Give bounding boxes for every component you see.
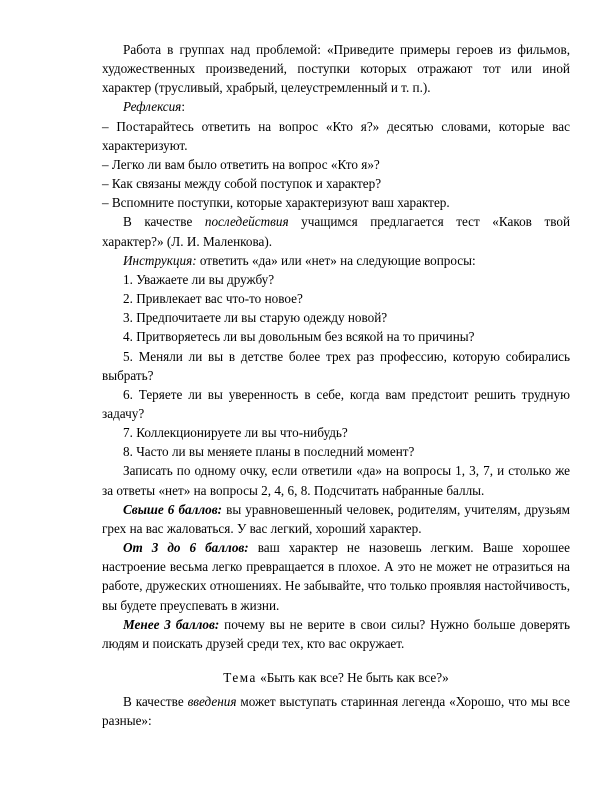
aftereffect-paragraph: [102, 212, 570, 250]
test-item: 2. Привлекает вас что-то новое?: [123, 291, 303, 307]
scoring-paragraph: Записать по одному очку, если ответили «да» на вопросы 1, 3, 7, и столько же за ответы «нет» на вопросы 2, 4, 6, 8. Подсчитать набранные баллы.: [102, 463, 570, 498]
test-item: 8. Часто ли вы меняете планы в последний момент?: [123, 444, 415, 460]
result-under-3: [102, 615, 570, 653]
result-under-3-label: Менее 3 баллов:: [123, 616, 220, 632]
test-item: 1. Уважаете ли вы дружбу?: [123, 271, 275, 287]
test-item: 5. Меняли ли вы в детстве более трех раз профессию, которую собирались выбрать?: [102, 348, 570, 383]
test-item: 7. Коллекционируете ли вы что-нибудь?: [123, 425, 348, 441]
question-2: – Легко ли вам было ответить на вопрос «Кто я»?: [102, 156, 380, 172]
instruction-text: ответить «да» или «нет» на следующие вопросы:: [196, 252, 476, 268]
aftereffect-pre: В качестве: [123, 214, 205, 230]
question-3: – Как связаны между собой поступок и характер?: [102, 176, 382, 192]
group-work-paragraph: Работа в группах над проблемой: «Приведите примеры героев из фильмов, художественных произведений, поступки которых отражают тот или иной характер (трусливый, храбрый, целеустремленный и т. п.).: [102, 42, 570, 96]
intro-post: может выступать старинная легенда «Хорошо, что мы все разные»:: [102, 694, 570, 729]
result-3-to-6-label: От 3 до 6 баллов:: [123, 540, 249, 556]
reflexia-label: Рефлексия: [123, 99, 182, 115]
result-under-3-text: почему вы не верите в свои силы? Нужно больше доверять людям и поискать друзей среди тех, кто вас окружает.: [102, 616, 570, 651]
instruction-label: Инструкция:: [123, 252, 197, 268]
test-item: 4. Притворяетесь ли вы довольным без всякой на то причины?: [123, 329, 475, 345]
intro-pre: В качестве: [123, 694, 188, 710]
question-4: – Вспомните поступки, которые характеризуют ваш характер.: [102, 195, 450, 211]
aftereffect-post: учащимся предлагается тест «Каков твой характер?» (Л. И. Маленкова).: [102, 214, 570, 249]
result-over-6: [102, 500, 570, 538]
result-3-to-6-text: ваш характер не назовешь легким. Ваше хорошее настроение весьма легко превращается в плохое. А это не может не отразиться на работе, дружеских отношениях. Не забывайте, что только проявляя настойчивость, вы будете преуспевать в жизни.: [102, 540, 570, 613]
aftereffect-label: последействия: [204, 214, 289, 230]
question-1: – Постарайтесь ответить на вопрос «Кто я?» десятью словами, которые вас характеризуют.: [102, 118, 570, 153]
result-over-6-label: Свыше 6 баллов:: [123, 501, 223, 517]
reflexia-heading: [102, 97, 570, 116]
intro-paragraph: [102, 692, 570, 730]
instruction-paragraph: [102, 251, 570, 270]
topic-word: Тема: [223, 670, 257, 685]
test-item: 3. Предпочитаете ли вы старую одежду новой?: [123, 310, 388, 326]
result-3-to-6: [102, 538, 570, 615]
document-page: [102, 40, 570, 730]
topic-title: «Быть как все? Не быть как все?»: [256, 670, 449, 685]
result-over-6-text: вы уравновешенный человек, родителям, учителям, друзьям грех на вас жаловаться. У вас легкий, хороший характер.: [102, 501, 570, 536]
reflexia-colon: :: [181, 99, 185, 115]
intro-label: введения: [187, 694, 237, 710]
test-item: 6. Теряете ли вы уверенность в себе, когда вам предстоит решить трудную задачу?: [102, 386, 570, 421]
topic-heading: [102, 668, 570, 687]
